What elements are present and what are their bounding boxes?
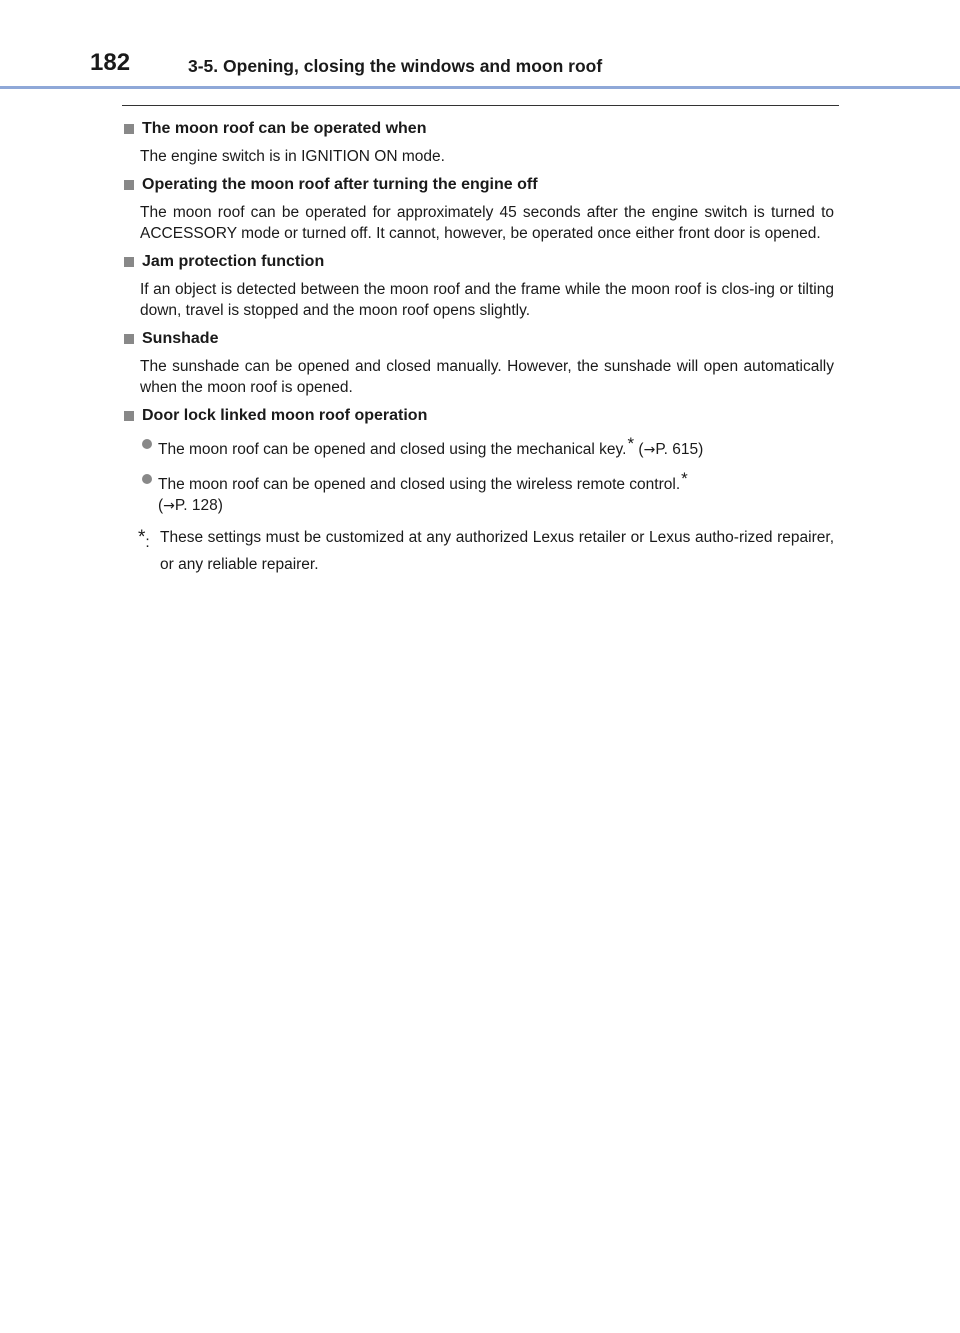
- footnote-text: These settings must be customized at any authorized Lexus retailer or Lexus autho-rized repairer, or any reliable repairer.: [160, 529, 834, 573]
- section-heading-text: Operating the moon roof after turning the engine off: [142, 176, 538, 193]
- section-body: If an object is detected between the moon roof and the frame while the moon roof is clos-ing or tilting down, travel is stopped and the moon roof opens slightly.: [140, 281, 834, 319]
- reference-open: (: [638, 441, 644, 458]
- section-body: The engine switch is in IGNITION ON mode.: [140, 148, 445, 165]
- square-bullet-icon: [124, 411, 134, 421]
- footnote-separator: :: [145, 534, 150, 551]
- section-heading-text: The moon roof can be operated when: [142, 120, 427, 137]
- bullet-text: The moon roof can be opened and closed using the wireless remote control.: [158, 476, 681, 493]
- square-bullet-icon: [124, 124, 134, 134]
- section-operation-conditions: [122, 118, 834, 167]
- section-door-lock-linked: [122, 405, 834, 578]
- circle-bullet-icon: [142, 474, 152, 484]
- reference-open: (: [158, 497, 164, 514]
- section-heading: [122, 174, 834, 196]
- section-heading-text: Jam protection function: [142, 253, 325, 270]
- section-heading: [122, 328, 834, 350]
- footnote-star: *: [627, 434, 635, 453]
- square-bullet-icon: [124, 180, 134, 190]
- section-sunshade: [122, 328, 834, 398]
- footnote-star: *: [681, 469, 688, 488]
- section-heading-text: Door lock linked moon roof operation: [142, 407, 428, 424]
- section-heading-text: Sunshade: [142, 330, 219, 347]
- section-heading: [122, 405, 834, 427]
- list-item: [142, 433, 834, 461]
- page-number: 182: [90, 49, 131, 76]
- section-jam-protection: [122, 251, 834, 321]
- page-content: [122, 118, 834, 585]
- header-divider: [0, 86, 960, 89]
- page-reference-link[interactable]: P. 615): [655, 441, 704, 458]
- page-header: [0, 0, 960, 92]
- circle-bullet-icon: [142, 439, 152, 449]
- list-item-text: [158, 468, 834, 517]
- section-heading: [122, 251, 834, 273]
- content-divider: [122, 105, 839, 106]
- bullet-text: The moon roof can be opened and closed using the mechanical key.: [158, 441, 627, 458]
- arrow-right-icon: →: [643, 442, 656, 458]
- list-item-text: [158, 433, 834, 461]
- page-reference-link[interactable]: P. 128): [174, 497, 223, 514]
- footnote-marker: [138, 524, 158, 556]
- section-body: The sunshade can be opened and closed manually. However, the sunshade will open automatically when the moon roof is opened.: [140, 358, 834, 396]
- square-bullet-icon: [124, 334, 134, 344]
- section-heading: [122, 118, 834, 140]
- list-item: [142, 468, 834, 517]
- section-after-engine-off: [122, 174, 834, 244]
- footnote-star: *: [138, 527, 146, 548]
- square-bullet-icon: [124, 257, 134, 267]
- section-body: The moon roof can be operated for approximately 45 seconds after the engine switch is turned to ACCESSORY mode or turned off. It cannot, however, be operated once either front door is opened.: [140, 204, 834, 242]
- arrow-right-icon: →: [163, 498, 175, 514]
- footnote: [138, 524, 834, 578]
- chapter-title: 3-5. Opening, closing the windows and moon roof: [188, 56, 603, 76]
